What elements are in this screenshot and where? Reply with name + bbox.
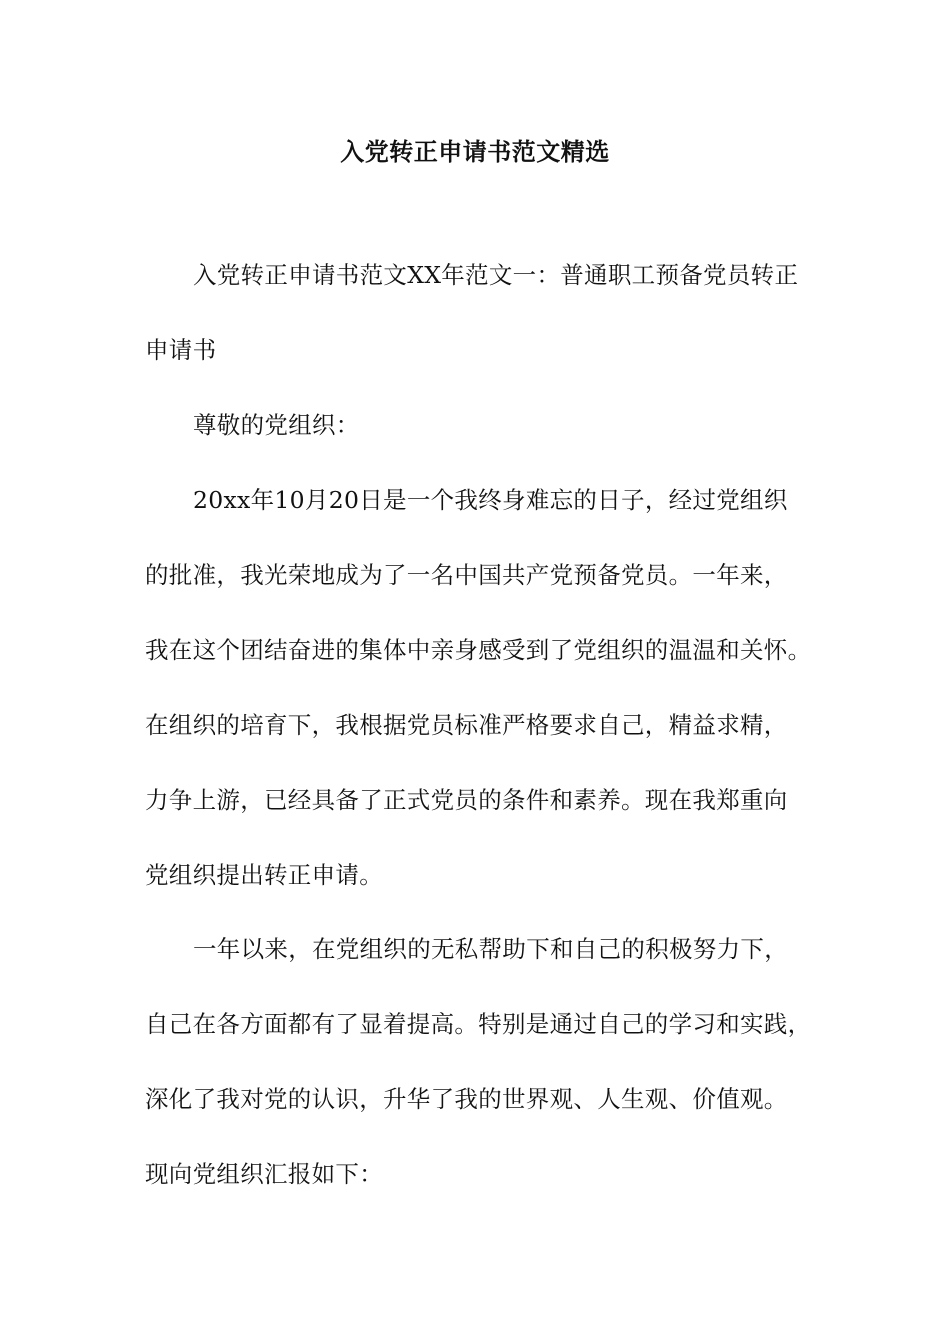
salutation-line: 尊敬的党组织：: [193, 411, 360, 439]
paragraph-line: 一年以来，在党组织的无私帮助下和自己的积极努力下，: [193, 935, 788, 963]
paragraph-line: 力争上游，已经具备了正式党员的条件和素养。现在我郑重向: [145, 786, 788, 814]
paragraph-line: 20xx年10月20日是一个我终身难忘的日子，经过党组织: [193, 486, 788, 514]
paragraph-line: 的批准，我光荣地成为了一名中国共产党预备党员。一年来，: [145, 561, 788, 589]
paragraph-line: 党组织提出转正申请。: [145, 861, 383, 889]
paragraph-line: 我在这个团结奋进的集体中亲身感受到了党组织的温温和关怀。: [145, 636, 812, 664]
paragraph-line: 现向党组织汇报如下：: [145, 1160, 383, 1188]
document-title: 入党转正申请书范文精选: [340, 137, 610, 166]
paragraph-line: 入党转正申请书范文XX年范文一：普通职工预备党员转正: [193, 261, 799, 289]
paragraph-line: 自己在各方面都有了显着提高。特别是通过自己的学习和实践，: [145, 1010, 812, 1038]
paragraph-line: 申请书: [145, 336, 217, 364]
paragraph-line: 在组织的培育下，我根据党员标准严格要求自己，精益求精，: [145, 711, 788, 739]
paragraph-line: 深化了我对党的认识，升华了我的世界观、人生观、价值观。: [145, 1085, 788, 1113]
